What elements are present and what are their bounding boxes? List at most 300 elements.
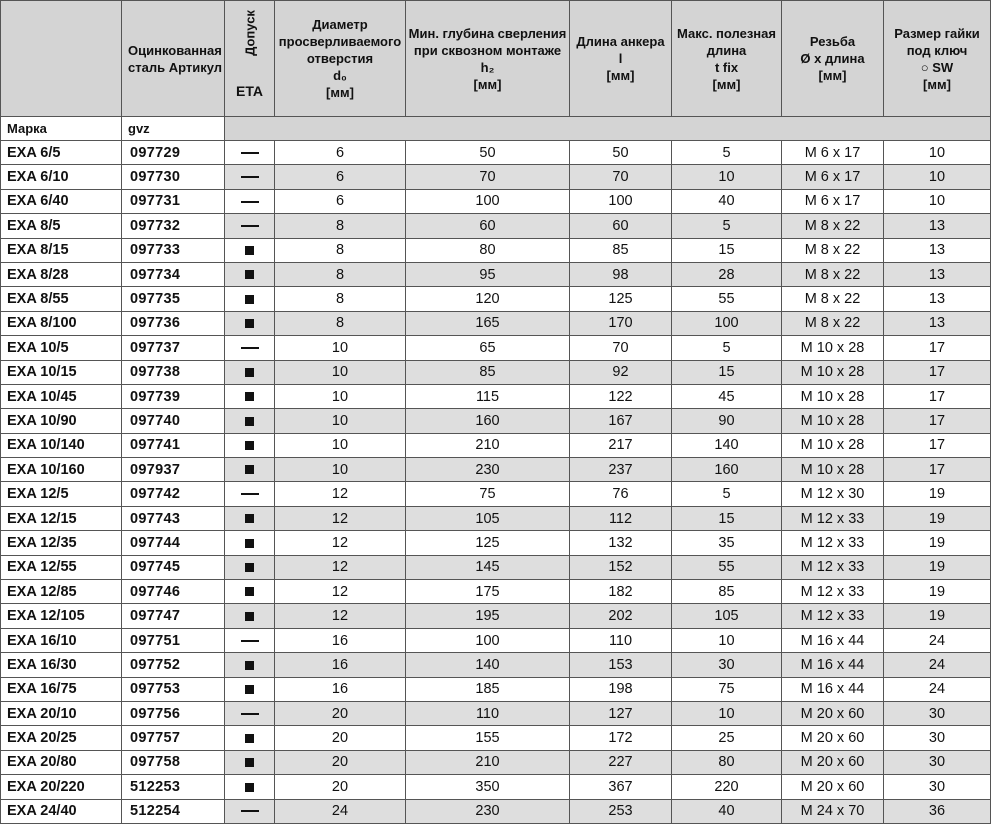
header-min-depth-symbol: h₂ [480,59,495,75]
cell-thread: M 10 x 28 [782,433,884,457]
cell-anchor-length: 70 [570,165,672,189]
header-eta [225,1,275,117]
cell-eta [225,141,275,165]
cell-min-depth: 75 [406,482,570,506]
cell-thread: M 8 x 22 [782,311,884,335]
cell-wrench-size: 13 [884,214,991,238]
cell-anchor-length: 100 [570,189,672,213]
table-row [1,775,991,799]
cell-min-depth: 65 [406,336,570,360]
cell-mark: EXA 12/55 [1,555,122,579]
cell-max-usable-length: 90 [672,409,782,433]
cell-wrench-size: 10 [884,189,991,213]
header-min-depth [406,1,570,117]
cell-drill-diameter: 16 [275,628,406,652]
cell-article: 097744 [122,531,225,555]
header-max-usable-length [672,1,782,117]
cell-min-depth: 185 [406,677,570,701]
cell-eta [225,482,275,506]
cell-anchor-length: 253 [570,799,672,823]
cell-max-usable-length: 5 [672,336,782,360]
cell-max-usable-length: 75 [672,677,782,701]
cell-thread: M 8 x 22 [782,287,884,311]
cell-article: 097753 [122,677,225,701]
cell-article: 097757 [122,726,225,750]
cell-wrench-size: 24 [884,653,991,677]
cell-anchor-length: 125 [570,287,672,311]
cell-drill-diameter: 10 [275,433,406,457]
cell-drill-diameter: 12 [275,531,406,555]
cell-thread: M 12 x 33 [782,580,884,604]
cell-mark: EXA 16/30 [1,653,122,677]
cell-wrench-size: 13 [884,262,991,286]
cell-max-usable-length: 15 [672,360,782,384]
table-row [1,799,991,823]
cell-anchor-length: 167 [570,409,672,433]
cell-thread: M 16 x 44 [782,653,884,677]
cell-min-depth: 105 [406,506,570,530]
cell-article: 512253 [122,775,225,799]
cell-mark: EXA 8/55 [1,287,122,311]
cell-thread: M 20 x 60 [782,726,884,750]
cell-anchor-length: 122 [570,384,672,408]
cell-eta [225,287,275,311]
cell-wrench-size: 19 [884,482,991,506]
cell-min-depth: 120 [406,287,570,311]
cell-eta [225,677,275,701]
cell-drill-diameter: 6 [275,165,406,189]
approved-square-icon [245,539,254,548]
cell-min-depth: 95 [406,262,570,286]
approved-square-icon [245,368,254,377]
cell-drill-diameter: 10 [275,458,406,482]
not-applicable-dash-icon [241,201,259,203]
cell-max-usable-length: 10 [672,701,782,725]
table-row [1,531,991,555]
cell-thread: M 6 x 17 [782,189,884,213]
header-drill-diameter [275,1,406,117]
cell-thread: M 8 x 22 [782,238,884,262]
table-row [1,189,991,213]
header-article: Оцинкованная сталь Артикул [122,1,225,117]
cell-mark: EXA 20/25 [1,726,122,750]
cell-wrench-size: 10 [884,141,991,165]
cell-article: 097736 [122,311,225,335]
cell-wrench-size: 13 [884,311,991,335]
cell-min-depth: 165 [406,311,570,335]
cell-max-usable-length: 160 [672,458,782,482]
table-row [1,238,991,262]
header-wrench-size-symbol: ○ SW [920,59,954,75]
table-row [1,506,991,530]
cell-wrench-size: 17 [884,409,991,433]
cell-drill-diameter: 6 [275,189,406,213]
cell-mark: EXA 12/85 [1,580,122,604]
table-row [1,628,991,652]
approved-square-icon [245,514,254,523]
cell-drill-diameter: 10 [275,336,406,360]
header-max-usable-length-text: Макс. полезная длина [677,25,776,58]
cell-wrench-size: 30 [884,726,991,750]
cell-thread: M 20 x 60 [782,775,884,799]
header-wrench-size-text: Размер гайки под ключ [894,25,980,58]
cell-eta [225,580,275,604]
cell-drill-diameter: 12 [275,506,406,530]
cell-max-usable-length: 55 [672,555,782,579]
header-anchor-length-unit: [мм] [606,68,635,83]
cell-min-depth: 160 [406,409,570,433]
cell-thread: M 12 x 30 [782,482,884,506]
header-thread-unit: [мм] [818,68,847,83]
cell-drill-diameter: 10 [275,409,406,433]
cell-wrench-size: 24 [884,677,991,701]
cell-min-depth: 110 [406,701,570,725]
cell-article: 097742 [122,482,225,506]
cell-min-depth: 175 [406,580,570,604]
cell-drill-diameter: 8 [275,238,406,262]
cell-thread: M 10 x 28 [782,458,884,482]
header-drill-diameter-text: Диаметр просверливаемого отверстия [278,17,402,66]
cell-max-usable-length: 40 [672,799,782,823]
cell-wrench-size: 19 [884,506,991,530]
cell-drill-diameter: 24 [275,799,406,823]
cell-anchor-length: 237 [570,458,672,482]
cell-anchor-length: 198 [570,677,672,701]
cell-max-usable-length: 10 [672,165,782,189]
cell-eta [225,238,275,262]
header-thread-symbol: Ø x длина [800,51,865,66]
cell-wrench-size: 10 [884,165,991,189]
cell-wrench-size: 30 [884,701,991,725]
cell-max-usable-length: 40 [672,189,782,213]
table-row [1,336,991,360]
table-row [1,555,991,579]
table-row [1,384,991,408]
cell-max-usable-length: 220 [672,775,782,799]
cell-anchor-length: 367 [570,775,672,799]
cell-thread: M 12 x 33 [782,506,884,530]
table-row [1,653,991,677]
cell-drill-diameter: 8 [275,262,406,286]
approved-square-icon [245,295,254,304]
not-applicable-dash-icon [241,152,259,154]
cell-anchor-length: 76 [570,482,672,506]
cell-drill-diameter: 20 [275,726,406,750]
cell-mark: EXA 20/220 [1,775,122,799]
cell-eta [225,775,275,799]
not-applicable-dash-icon [241,810,259,812]
cell-wrench-size: 24 [884,628,991,652]
not-applicable-dash-icon [241,176,259,178]
cell-min-depth: 60 [406,214,570,238]
cell-eta [225,409,275,433]
approved-square-icon [245,392,254,401]
cell-mark: EXA 8/28 [1,262,122,286]
cell-anchor-length: 182 [570,580,672,604]
cell-wrench-size: 13 [884,287,991,311]
table-row [1,482,991,506]
approved-square-icon [245,270,254,279]
header-thread-text: Резьба [809,34,856,49]
cell-min-depth: 50 [406,141,570,165]
cell-wrench-size: 19 [884,531,991,555]
cell-thread: M 10 x 28 [782,336,884,360]
cell-mark: EXA 10/45 [1,384,122,408]
approved-square-icon [245,587,254,596]
cell-article: 097746 [122,580,225,604]
cell-article: 097735 [122,287,225,311]
cell-max-usable-length: 30 [672,653,782,677]
cell-drill-diameter: 12 [275,482,406,506]
cell-mark: EXA 10/5 [1,336,122,360]
cell-eta [225,458,275,482]
cell-anchor-length: 50 [570,141,672,165]
cell-eta [225,262,275,286]
cell-eta [225,360,275,384]
header-anchor-length-symbol: l [618,51,623,66]
subheader-row [1,117,991,141]
cell-mark: EXA 20/80 [1,750,122,774]
table-row [1,458,991,482]
cell-article: 097751 [122,628,225,652]
approved-square-icon [245,661,254,670]
cell-thread: M 20 x 60 [782,750,884,774]
cell-drill-diameter: 12 [275,580,406,604]
approved-square-icon [245,685,254,694]
cell-max-usable-length: 5 [672,482,782,506]
cell-drill-diameter: 6 [275,141,406,165]
cell-wrench-size: 30 [884,775,991,799]
cell-eta [225,506,275,530]
cell-min-depth: 210 [406,433,570,457]
cell-eta [225,531,275,555]
cell-max-usable-length: 45 [672,384,782,408]
approved-square-icon [245,612,254,621]
cell-wrench-size: 36 [884,799,991,823]
header-blank [1,1,122,117]
header-min-depth-text: Мин. глубина сверления при сквозном монтаже [408,25,567,58]
header-drill-diameter-unit: [мм] [326,85,354,100]
table-row [1,604,991,628]
cell-eta [225,604,275,628]
cell-mark: EXA 10/15 [1,360,122,384]
cell-mark: EXA 16/75 [1,677,122,701]
cell-eta [225,214,275,238]
cell-thread: M 24 x 70 [782,799,884,823]
cell-min-depth: 140 [406,653,570,677]
cell-max-usable-length: 28 [672,262,782,286]
cell-drill-diameter: 16 [275,677,406,701]
cell-thread: M 16 x 44 [782,677,884,701]
cell-max-usable-length: 5 [672,214,782,238]
cell-anchor-length: 217 [570,433,672,457]
cell-drill-diameter: 16 [275,653,406,677]
cell-mark: EXA 24/40 [1,799,122,823]
cell-wrench-size: 17 [884,433,991,457]
subheader-blank [225,117,991,141]
cell-article: 097740 [122,409,225,433]
cell-thread: M 10 x 28 [782,409,884,433]
cell-wrench-size: 13 [884,238,991,262]
cell-article: 097758 [122,750,225,774]
cell-min-depth: 350 [406,775,570,799]
cell-drill-diameter: 12 [275,555,406,579]
header-eta-tolerance: Допуск [242,10,257,56]
not-applicable-dash-icon [241,225,259,227]
subheader-gvz: gvz [122,117,225,141]
cell-max-usable-length: 5 [672,141,782,165]
cell-eta [225,750,275,774]
header-thread [782,1,884,117]
cell-drill-diameter: 20 [275,775,406,799]
header-min-depth-unit: [мм] [473,76,502,92]
cell-article: 097745 [122,555,225,579]
cell-eta [225,653,275,677]
cell-article: 097738 [122,360,225,384]
header-wrench-size [884,1,991,117]
cell-wrench-size: 17 [884,458,991,482]
cell-max-usable-length: 100 [672,311,782,335]
cell-eta [225,701,275,725]
table-row [1,311,991,335]
cell-eta [225,384,275,408]
cell-mark: EXA 10/140 [1,433,122,457]
table-row [1,141,991,165]
table-row [1,701,991,725]
cell-drill-diameter: 10 [275,384,406,408]
cell-anchor-length: 70 [570,336,672,360]
cell-mark: EXA 8/5 [1,214,122,238]
cell-article: 097747 [122,604,225,628]
cell-max-usable-length: 15 [672,506,782,530]
table-row [1,433,991,457]
cell-article: 097734 [122,262,225,286]
header-drill-diameter-symbol: d₀ [333,68,347,83]
cell-drill-diameter: 8 [275,287,406,311]
cell-min-depth: 125 [406,531,570,555]
cell-mark: EXA 12/35 [1,531,122,555]
table-body [1,141,991,824]
cell-max-usable-length: 105 [672,604,782,628]
cell-anchor-length: 127 [570,701,672,725]
cell-thread: M 10 x 28 [782,384,884,408]
cell-drill-diameter: 20 [275,750,406,774]
table-row [1,360,991,384]
cell-min-depth: 80 [406,238,570,262]
cell-eta [225,311,275,335]
cell-anchor-length: 227 [570,750,672,774]
cell-anchor-length: 85 [570,238,672,262]
cell-anchor-length: 98 [570,262,672,286]
cell-max-usable-length: 80 [672,750,782,774]
cell-anchor-length: 202 [570,604,672,628]
cell-eta [225,336,275,360]
cell-anchor-length: 92 [570,360,672,384]
cell-article: 097741 [122,433,225,457]
cell-eta [225,189,275,213]
cell-anchor-length: 110 [570,628,672,652]
cell-mark: EXA 10/90 [1,409,122,433]
approved-square-icon [245,734,254,743]
cell-min-depth: 210 [406,750,570,774]
not-applicable-dash-icon [241,713,259,715]
cell-mark: EXA 10/160 [1,458,122,482]
subheader-mark: Марка [1,117,122,141]
header-anchor-length [570,1,672,117]
cell-wrench-size: 17 [884,360,991,384]
cell-min-depth: 70 [406,165,570,189]
cell-mark: EXA 12/5 [1,482,122,506]
cell-max-usable-length: 25 [672,726,782,750]
approved-square-icon [245,417,254,426]
not-applicable-dash-icon [241,347,259,349]
cell-mark: EXA 6/5 [1,141,122,165]
cell-wrench-size: 19 [884,604,991,628]
cell-max-usable-length: 55 [672,287,782,311]
cell-anchor-length: 153 [570,653,672,677]
approved-square-icon [245,758,254,767]
cell-wrench-size: 17 [884,336,991,360]
approved-square-icon [245,441,254,450]
cell-eta [225,799,275,823]
cell-min-depth: 195 [406,604,570,628]
approved-square-icon [245,465,254,474]
cell-wrench-size: 17 [884,384,991,408]
cell-anchor-length: 132 [570,531,672,555]
table-row [1,750,991,774]
cell-drill-diameter: 8 [275,214,406,238]
approved-square-icon [245,783,254,792]
table-row [1,287,991,311]
approved-square-icon [245,563,254,572]
cell-min-depth: 115 [406,384,570,408]
cell-thread: M 20 x 60 [782,701,884,725]
cell-drill-diameter: 8 [275,311,406,335]
cell-thread: M 6 x 17 [782,141,884,165]
cell-eta [225,628,275,652]
cell-article: 097752 [122,653,225,677]
table-row [1,726,991,750]
cell-min-depth: 85 [406,360,570,384]
cell-thread: M 12 x 33 [782,555,884,579]
cell-eta [225,433,275,457]
cell-drill-diameter: 10 [275,360,406,384]
cell-mark: EXA 20/10 [1,701,122,725]
cell-mark: EXA 16/10 [1,628,122,652]
cell-max-usable-length: 85 [672,580,782,604]
header-max-usable-length-symbol: t fix [714,59,739,75]
table-row [1,165,991,189]
cell-max-usable-length: 140 [672,433,782,457]
cell-mark: EXA 6/40 [1,189,122,213]
cell-thread: M 10 x 28 [782,360,884,384]
table-row [1,214,991,238]
table-row [1,262,991,286]
cell-eta [225,165,275,189]
cell-wrench-size: 30 [884,750,991,774]
cell-article: 097743 [122,506,225,530]
cell-drill-diameter: 12 [275,604,406,628]
cell-article: 097733 [122,238,225,262]
not-applicable-dash-icon [241,493,259,495]
header-row [1,1,991,117]
header-anchor-length-text: Длина анкера [576,34,665,49]
cell-wrench-size: 19 [884,580,991,604]
approved-square-icon [245,319,254,328]
cell-article: 097730 [122,165,225,189]
cell-mark: EXA 6/10 [1,165,122,189]
cell-anchor-length: 152 [570,555,672,579]
